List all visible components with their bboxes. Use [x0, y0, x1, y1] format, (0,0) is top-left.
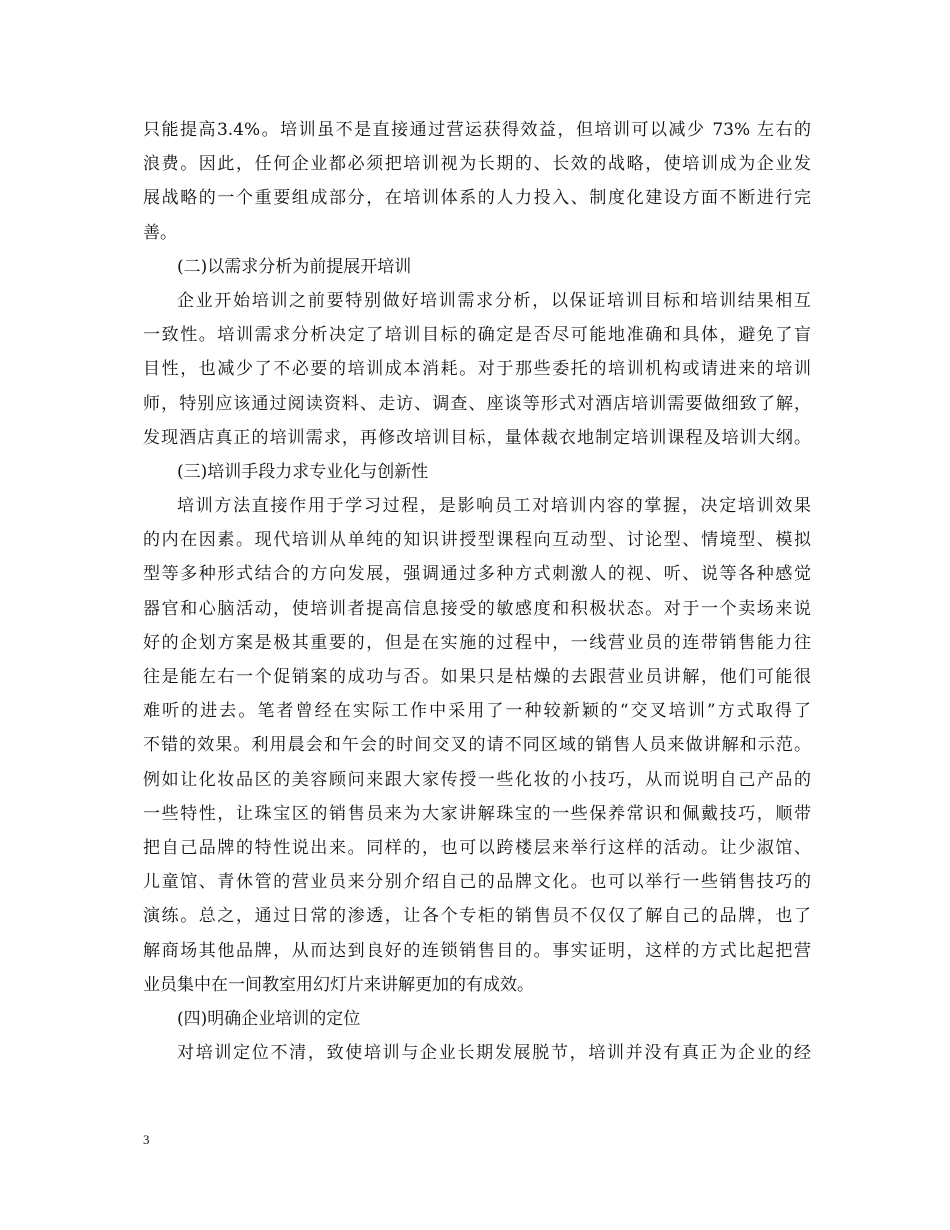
text-line: 发现酒店真正的培训需求，再修改培训目标，量体裁衣地制定培训课程及培训大纲。 [143, 427, 811, 448]
page-number: 3 [143, 1132, 150, 1147]
document-body [143, 113, 811, 1070]
text-line: 展战略的一个重要组成部分，在培训体系的人力投入、制度化建设方面不断进行完 [143, 188, 811, 209]
text-line: 难听的进去。笔者曾经在实际工作中采用了一种较新颖的“交叉培训”方式取得了 [143, 701, 811, 722]
section-heading: (二)以需求分析为前提展开培训 [177, 256, 412, 277]
text-line: 只能提高3.4%。培训虽不是直接通过营运获得效益，但培训可以减少 73% 左右的 [143, 120, 811, 140]
text-line: 师，特别应该通过阅读资料、走访、调查、座谈等形式对酒店培训需要做细致了解， [143, 393, 811, 414]
text-line: 儿童馆、青休管的营业员来分别介绍自己的品牌文化。也可以举行一些销售技巧的 [143, 872, 811, 893]
text-line: 对培训定位不清，致使培训与企业长期发展脱节，培训并没有真正为企业的经 [177, 1043, 811, 1064]
section-heading: (四)明确企业培训的定位 [177, 1008, 361, 1029]
text-line: 例如让化妆品区的美容顾问来跟大家传授一些化妆的小技巧，从而说明自己产品的 [143, 769, 811, 790]
text-line: 一致性。培训需求分析决定了培训目标的确定是否尽可能地准确和具体，避免了盲 [143, 325, 811, 346]
text-line: 业员集中在一间教室用幻灯片来讲解更加的有成效。 [143, 974, 534, 995]
text-line: 企业开始培训之前要特别做好培训需求分析，以保证培训目标和培训结果相互 [177, 290, 811, 311]
text-line: 目性，也减少了不必要的培训成本消耗。对于那些委托的培训机构或请进来的培训 [143, 359, 811, 380]
text-line: 解商场其他品牌，从而达到良好的连锁销售目的。事实证明，这样的方式比起把营 [143, 940, 811, 961]
text-line: 把自己品牌的特性说出来。同样的，也可以跨楼层来举行这样的活动。让少淑馆、 [143, 837, 811, 858]
text-line: 培训方法直接作用于学习过程，是影响员工对培训内容的掌握，决定培训效果 [177, 496, 811, 517]
text-line: 浪费。因此，任何企业都必须把培训视为长期的、长效的战略，使培训成为企业发 [143, 154, 811, 175]
text-line: 往是能左右一个促销案的成功与否。如果只是枯燥的去跟营业员讲解，他们可能很 [143, 667, 811, 687]
text-line: 不错的效果。利用晨会和午会的时间交叉的请不同区域的销售人员来做讲解和示范。 [143, 735, 811, 756]
text-line: 器官和心脑活动，使培训者提高信息接受的敏感度和积极状态。对于一个卖场来说 [143, 598, 811, 619]
text-line: 一些特性，让珠宝区的销售员来为大家讲解珠宝的一些保养常识和佩戴技巧，顺带 [143, 803, 811, 824]
text-line: 演练。总之，通过日常的渗透，让各个专柜的销售员不仅仅了解自己的品牌，也了 [143, 906, 811, 927]
text-line: 的内在因素。现代培训从单纯的知识讲授型课程向互动型、讨论型、情境型、模拟 [143, 530, 811, 551]
section-heading: (三)培训手段力求专业化与创新性 [177, 461, 429, 482]
text-line: 型等多种形式结合的方向发展，强调通过多种方式刺激人的视、听、说等各种感觉 [143, 564, 811, 585]
text-line: 好的企划方案是极其重要的，但是在实施的过程中，一线营业员的连带销售能力往 [143, 632, 811, 653]
text-line: 善。 [143, 222, 177, 243]
